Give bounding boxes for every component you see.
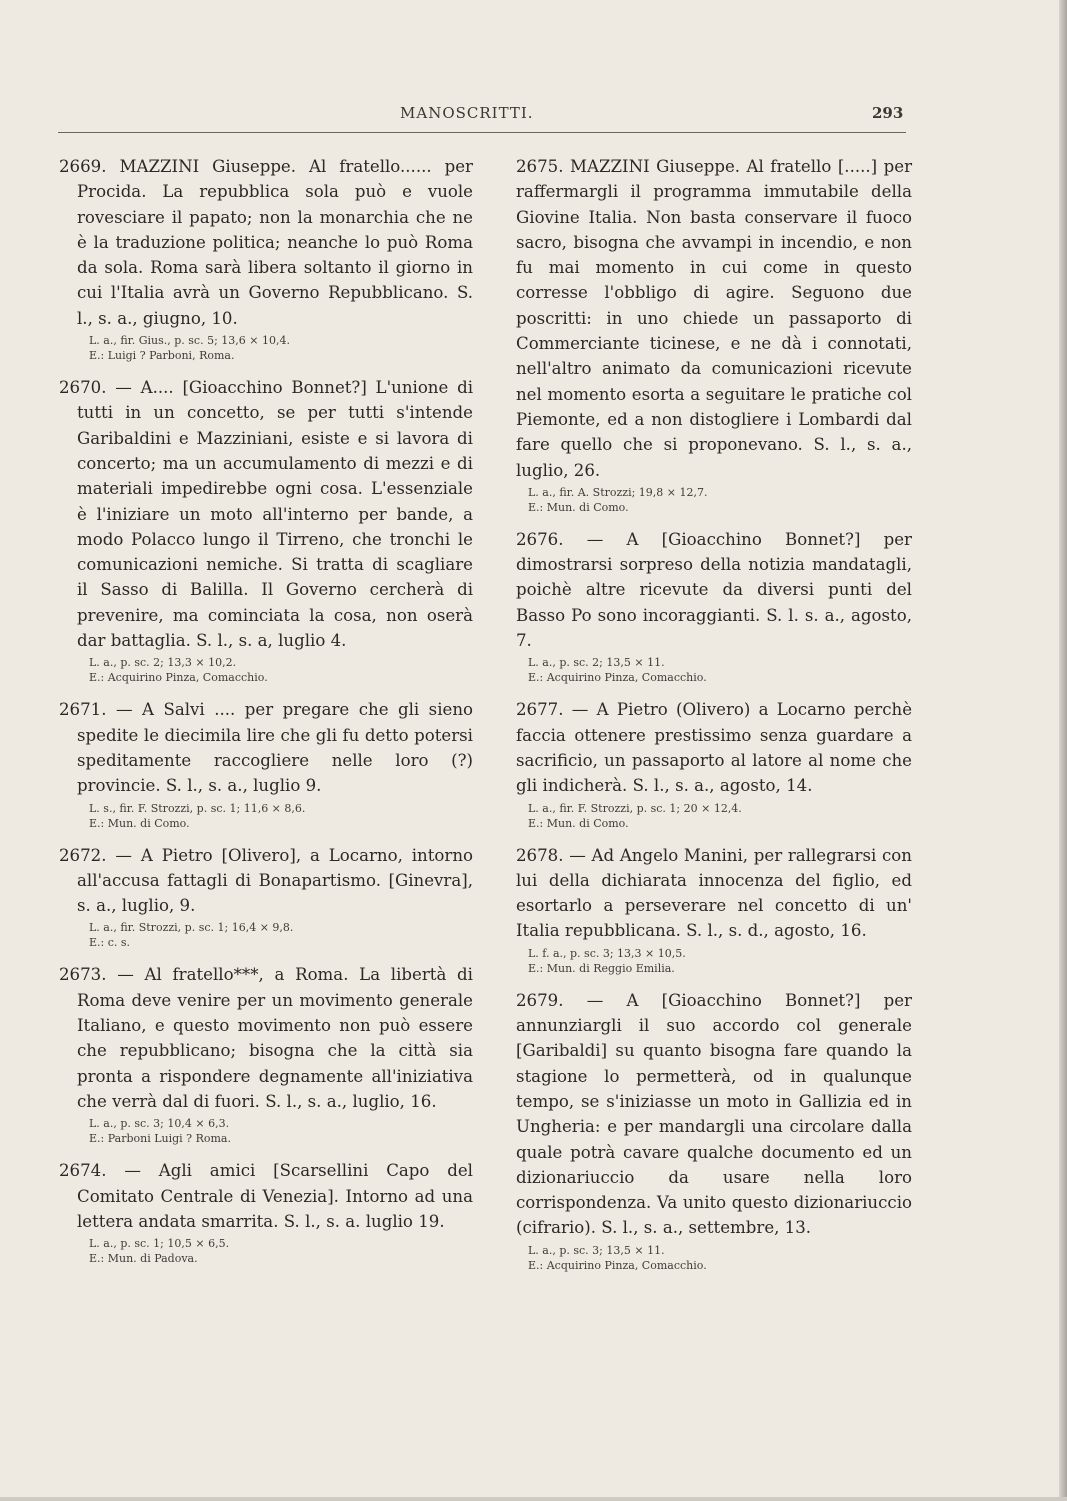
- catalog-entry: [59, 843, 473, 951]
- note-description: L. a., fir. A. Strozzi; 19,8 × 12,7.: [528, 485, 708, 499]
- entry-note: [516, 946, 912, 976]
- entry-text: — A Pietro (Olivero) a Locarno perchè faccia ottenere prestissimo senza guardare a sacrificio, un passaporto al latore al nome che gli indicherà. S. l., s. a., agosto, 14.: [516, 700, 913, 796]
- header-rule: [58, 132, 906, 133]
- entry-note: [516, 655, 912, 685]
- note-owner: E.: Mun. di Padova.: [89, 1252, 198, 1266]
- entry-note: [77, 801, 473, 831]
- entry-number: 2677.: [516, 700, 564, 720]
- note-description: L. a., fir. Strozzi, p. sc. 1; 16,4 × 9,8.: [89, 921, 294, 935]
- entry-number: 2672.: [59, 845, 107, 865]
- entry-text: MAZZINI Giuseppe. Al fratello...... per Procida. La repubblica sola può e vuole rovesciare il papato; non la monarchia che ne è la traduzione politica; neanche lo può Roma da sola. Roma sarà libera soltanto il giorno in cui l'Italia avrà un Governo Repubblicano. S. l., s. a., giugno, 10.: [77, 157, 473, 328]
- entry-text: — Agli amici [Scarsellini Capo del Comitato Centrale di Venezia]. Intorno ad una lettera andata smarrita. S. l., s. a. luglio 19.: [77, 1161, 473, 1231]
- note-description: L. a., p. sc. 2; 13,3 × 10,2.: [89, 656, 237, 670]
- note-description: L. a., p. sc. 1; 10,5 × 6,5.: [89, 1237, 230, 1251]
- entry-number: 2673.: [59, 965, 107, 985]
- entry-note: [516, 1243, 912, 1273]
- entry-text: — A Pietro [Olivero], a Locarno, intorno all'accusa fattagli di Bonapartismo. [Ginevra], s. a., luglio, 9.: [77, 845, 473, 916]
- note-description: L. a., fir. F. Strozzi, p. sc. 1; 20 × 12,4.: [528, 801, 742, 815]
- note-description: L. a., p. sc. 3; 10,4 × 6,3.: [89, 1117, 230, 1131]
- entry-text: — A.... [Gioacchino Bonnet?] L'unione di tutti in un concetto, se per tutti s'intende Garibaldini e Mazziniani, esiste e si lavora di concerto; ma un accumulamento di mezzi e di materiali impedirebbe ogni cosa. L'essenziale è l'iniziare un moto all'interno per bande, a modo Polacco lungo il Tirreno, che tronchi le comunicazioni nemiche. Si tratta di scagliare il Sasso di Balilla. Il Governo cercherà di prevenire, ma cominciata la cosa, non oserà dar battaglia. S. l., s. a, luglio 4.: [77, 378, 473, 651]
- entry-note: [516, 801, 912, 831]
- note-owner: E.: Acquirino Pinza, Comacchio.: [528, 1258, 707, 1272]
- note-owner: E.: Mun. di Reggio Emilia.: [528, 961, 675, 975]
- catalog-entry: [59, 697, 473, 830]
- entry-number: 2670.: [59, 378, 107, 398]
- catalog-entry: [516, 843, 912, 976]
- page-edge-shadow: [1059, 0, 1067, 1501]
- entry-text: MAZZINI Giuseppe. Al fratello [.....] per raffermargli il programma immutabile della Giovine Italia. Non basta conservare il fuoco sacro, bisogna che avvampi in incendio, e non fu mai momento in cui come in questo corresse l'obbligo di agire. Seguono due poscritti: in uno chiede un passaporto di Commerciante ticinese, e ne dà i connotati, nell'altro animato da comunicazioni ricevute nel momento esorta a seguitare le pratiche col Piemonte, ed a non distogliere i Lombardi dal fare quello che si proponevano. S. l., s. a., luglio, 26.: [516, 157, 912, 480]
- note-owner: E.: Luigi ? Parboni, Roma.: [89, 349, 235, 363]
- entry-note: [77, 920, 473, 950]
- note-description: L. f. a., p. sc. 3; 13,3 × 10,5.: [528, 946, 686, 960]
- entry-text: — A [Gioacchino Bonnet?] per dimostrarsi sorpreso della notizia mandatagli, poichè altre ricevute da diversi punti del Basso Po sono incoraggianti. S. l. s. a., agosto, 7.: [516, 529, 912, 651]
- page-number: 293: [872, 104, 904, 122]
- entry-text: — A Salvi .... per pregare che gli sieno spedite le diecimila lire che gli fu detto potersi speditamente raccogliere nelle loro (?) provincie. S. l., s. a., luglio 9.: [77, 700, 473, 796]
- entry-text: — Al fratello***, a Roma. La libertà di Roma deve venire per un movimento generale Italiano, e questo movimento non può essere che repubblicano; bisogna che la città sia pronta a rispondere degnamente all'iniziativa che verrà dal di fuori. S. l., s. a., luglio, 16.: [77, 965, 473, 1111]
- entry-note: [77, 333, 473, 363]
- catalog-entry: [516, 154, 912, 515]
- entry-note: [77, 655, 473, 685]
- entry-note: [516, 485, 912, 515]
- entry-note: [77, 1116, 473, 1146]
- note-owner: E.: Parboni Luigi ? Roma.: [89, 1132, 231, 1146]
- entry-text: — Ad Angelo Manini, per rallegrarsi con lui della dichiarata innocenza del figlio, ed esortarlo a perseverare nel concetto di un' Italia repubblicana. S. l., s. d., agosto, 16.: [516, 845, 912, 941]
- catalog-entry: [59, 375, 473, 685]
- entry-number: 2669.: [59, 157, 107, 176]
- running-title: MANOSCRITTI.: [400, 104, 534, 122]
- note-owner: E.: c. s.: [89, 936, 131, 950]
- note-description: L. s., fir. F. Strozzi, p. sc. 1; 11,6 × 8,6.: [89, 801, 306, 815]
- entry-number: 2678.: [516, 845, 564, 865]
- catalog-entry: [59, 154, 473, 363]
- note-owner: E.: Acquirino Pinza, Comacchio.: [89, 671, 268, 685]
- catalog-entry: [59, 962, 473, 1146]
- note-owner: E.: Mun. di Como.: [89, 816, 190, 830]
- note-owner: E.: Mun. di Como.: [528, 816, 629, 830]
- note-owner: E.: Acquirino Pinza, Comacchio.: [528, 671, 707, 685]
- note-description: L. a., p. sc. 2; 13,5 × 11.: [528, 656, 665, 670]
- note-description: L. a., p. sc. 3; 13,5 × 11.: [528, 1243, 665, 1257]
- right-column: [516, 154, 912, 1285]
- entry-text: — A [Gioacchino Bonnet?] per annunziargli il suo accordo col generale [Garibaldi] su quanto bisogna fare quando la stagione lo permetterà, od in qualunque tempo, se s'iniziasse un moto in Gallizia ed in Ungheria: e per mandargli una circolare dalla quale potrà cavare qualche documento ed un dizionariuccio da usare nella loro corrispondenza. Va unito questo dizionariuccio (cifrario). S. l., s. a., settembre, 13.: [516, 990, 912, 1238]
- catalog-entry: [516, 527, 912, 685]
- note-description: L. a., fir. Gius., p. sc. 5; 13,6 × 10,4.: [89, 334, 290, 348]
- catalog-entry: [59, 1158, 473, 1266]
- entry-number: 2679.: [516, 990, 564, 1010]
- catalog-entry: [516, 988, 912, 1273]
- page-edge-bottom: [0, 1497, 1067, 1501]
- entry-number: 2675.: [516, 157, 564, 176]
- left-column: [59, 154, 473, 1278]
- note-owner: E.: Mun. di Como.: [528, 500, 629, 514]
- entry-number: 2676.: [516, 529, 564, 549]
- catalog-entry: [516, 697, 912, 830]
- entry-number: 2671.: [59, 700, 107, 720]
- entry-number: 2674.: [59, 1161, 107, 1181]
- page-header: [0, 104, 1067, 126]
- entry-note: [77, 1236, 473, 1266]
